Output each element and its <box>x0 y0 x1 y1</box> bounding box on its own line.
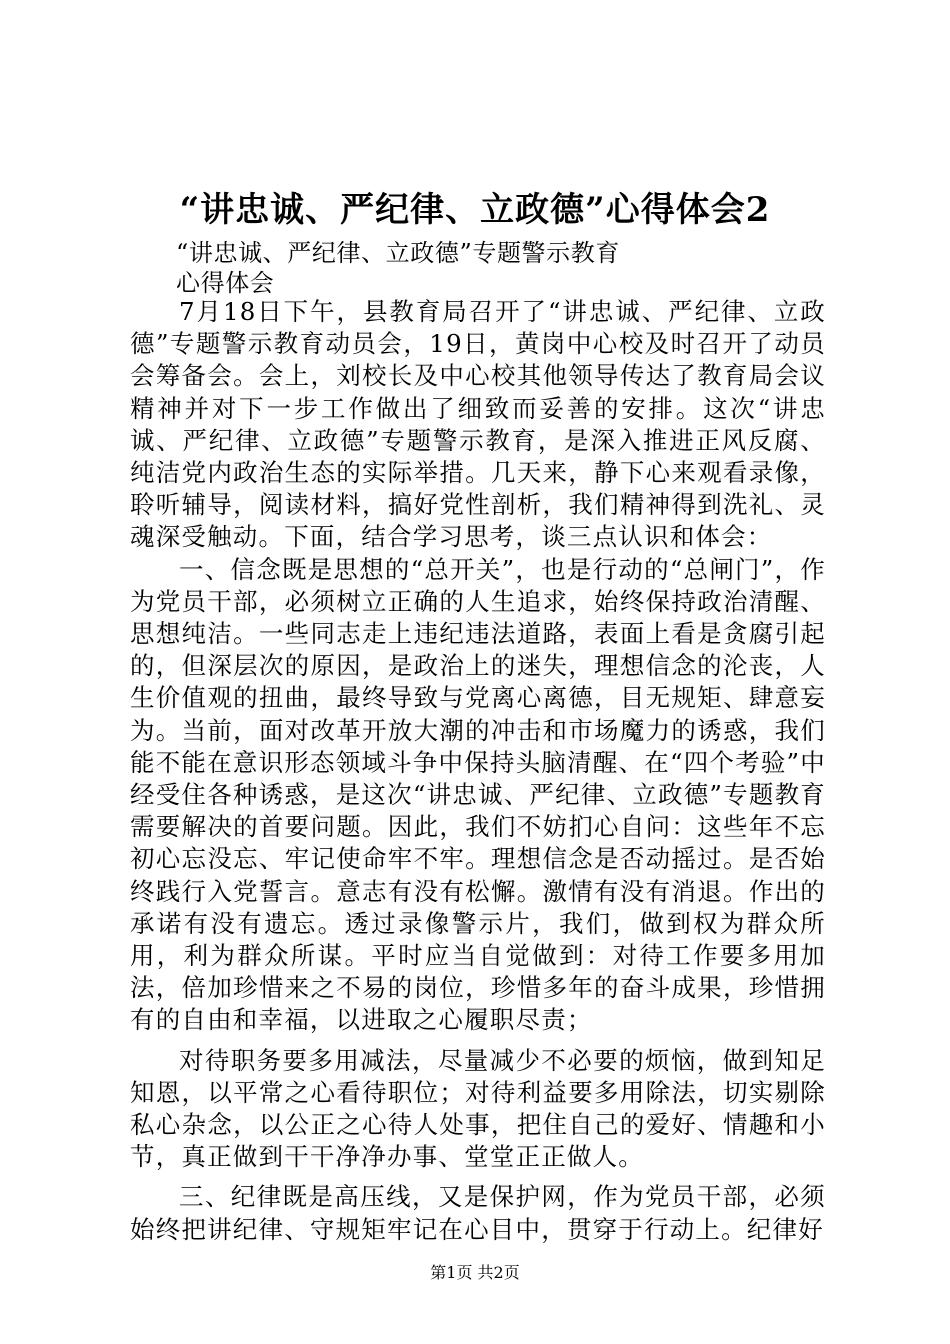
paragraph-intro: 7月18日下午，县教育局召开了“讲忠诚、严纪律、立政德”专题警示教育动员会，19日，黄岗中心校及时召开了动员会筹备会。会上，刘校长及中心校其他领导传达了教育局会议精神并对下一步工作做出了细致而妥善的安排。这次“讲忠诚、严纪律、立政德”专题警示教育，是深入推进正风反腐、纯洁党内政治生态的实际举措。几天来，静下心来观看录像，聆听辅导，阅读材料，搞好党性剖析，我们精神得到洗礼、灵魂深受触动。下面，结合学习思考，谈三点认识和体会： <box>130 297 826 552</box>
page-footer: 第1页 共2页 <box>430 1263 520 1282</box>
document-title: “讲忠诚、严纪律、立政德”心得体会2 <box>179 190 771 230</box>
document-body <box>130 296 826 1246</box>
paragraph-point-three: 三、纪律既是高压线，又是保护网，作为党员干部，必须始终把讲纪律、守规矩牢记在心目中，贯穿于行动上。纪律好 <box>130 1182 826 1244</box>
document-subtitle: “讲忠诚、严纪律、立政德”专题警示教育 <box>176 239 620 267</box>
paragraph-point-one: 一、信念既是思想的“总开关”，也是行动的“总闸门”，作为党员干部，必须树立正确的人生追求，始终保持政治清醒、思想纯洁。一些同志走上违纪违法道路，表面上看是贪腐引起的，但深层次的原因，是政治上的迷失，理想信念的沦丧，人生价值观的扭曲，最终导致与党离心离德，目无规矩、肆意妄为。当前，面对改革开放大潮的冲击和市场魔力的诱惑，我们能不能在意识形态领域斗争中保持头脑清醒、在“四个考验”中经受住各种诱惑，是这次“讲忠诚、严纪律、立政德”专题教育需要解决的首要问题。因此，我们不妨扪心自问：这些年不忘初心忘没忘、牢记使命牢不牢。理想信念是否动摇过。是否始终践行入党誓言。意志有没有松懈。激情有没有消退。作出的承诺有没有遗忘。透过录像警示片，我们，做到权为群众所用，利为群众所谋。平时应当自觉做到：对待工作要多用加法，倍加珍惜来之不易的岗位，珍惜多年的奋斗成果，珍惜拥有的自由和幸福，以进取之心履职尽责； <box>130 554 826 1035</box>
paragraph-duties: 对待职务要多用减法，尽量减少不必要的烦恼，做到知足知恩，以平常之心看待职位；对待利益要多用除法，切实剔除私心杂念，以公正之心待人处事，把住自己的爱好、情趣和小节，真正做到干干净净办事、堂堂正正做人。 <box>130 1045 826 1172</box>
document-subtitle-continued: 心得体会 <box>176 269 275 297</box>
